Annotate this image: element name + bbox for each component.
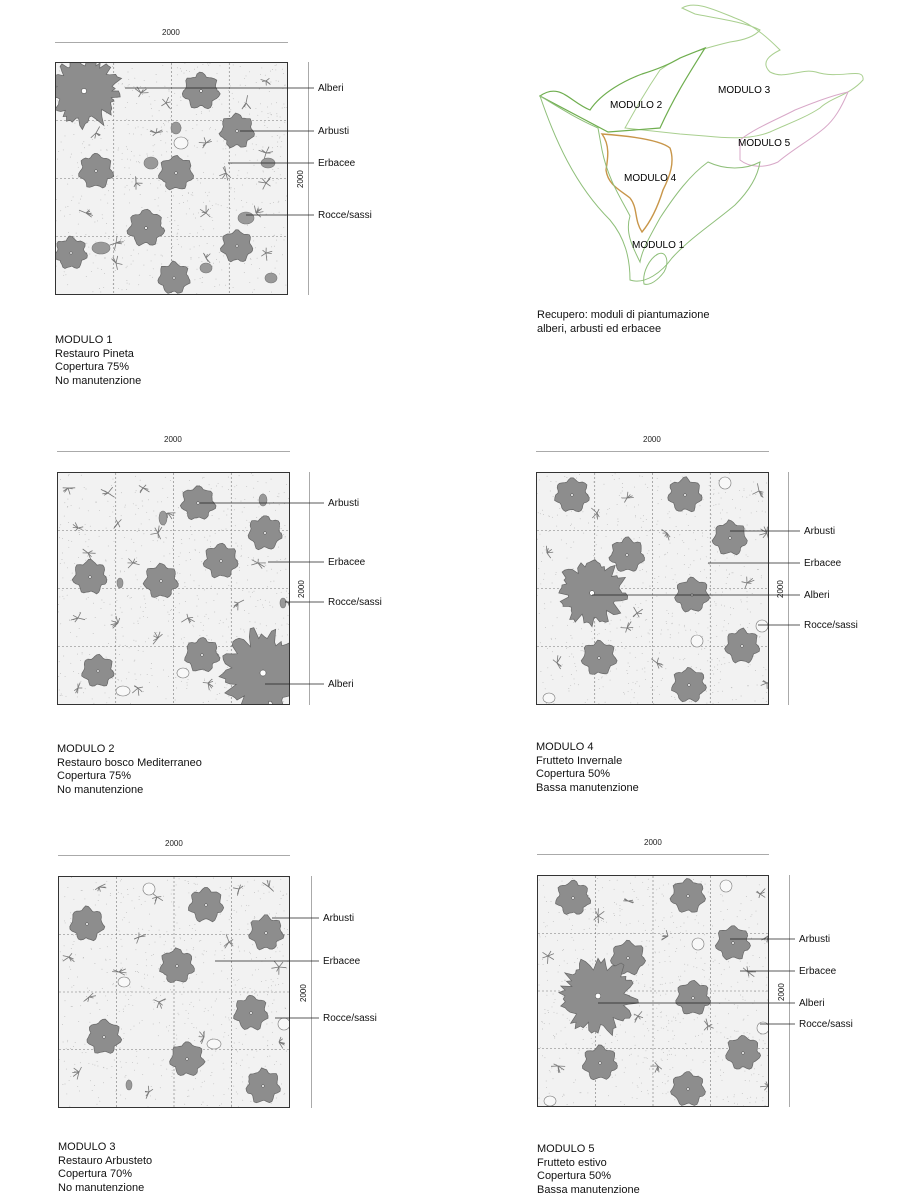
module-caption [536, 741, 639, 795]
caption-coverage: Copertura 70% [58, 1168, 132, 1180]
albero-icon-center [590, 591, 595, 596]
dimension-vertical: 2000 [776, 580, 785, 598]
caption-title: MODULO 4 [536, 741, 594, 753]
arbusto-icon-center [200, 90, 203, 93]
module-caption [537, 1143, 640, 1197]
site-map [530, 0, 880, 300]
erbacea-icon [139, 485, 150, 493]
arbusto-icon-center [598, 657, 601, 660]
erbacea-icon [181, 614, 194, 623]
rock-icon [265, 273, 277, 283]
erbacea-icon [112, 256, 123, 270]
erbacea-icon [150, 526, 162, 540]
erbacea-icon [761, 680, 768, 689]
plan-drawing [538, 876, 768, 1106]
label-arbusti: Arbusti [799, 934, 831, 945]
erbacea-icon [199, 1031, 205, 1044]
label-erbacee: Erbacee [804, 558, 842, 569]
caption-title: MODULO 2 [57, 743, 115, 755]
erbacea-icon [621, 622, 634, 633]
rock-icon [692, 938, 704, 950]
erbacea-icon [634, 1011, 643, 1022]
dimension-line-horizontal [57, 451, 290, 452]
albero-icon [219, 628, 289, 704]
label-rocce-sassi: Rocce/sassi [804, 620, 858, 631]
erbacea-icon [72, 1067, 81, 1080]
dimension-horizontal: 2000 [165, 839, 183, 848]
erbacea-icon [73, 522, 83, 531]
site-map-caption [537, 309, 709, 336]
caption-maintenance: Bassa manutenzione [536, 781, 639, 794]
erbacea-icon [546, 546, 553, 558]
erbacea-icon [114, 519, 122, 528]
arbusto-icon-center [264, 532, 267, 535]
erbacea-icon [111, 616, 120, 628]
dimension-vertical: 2000 [777, 983, 786, 1001]
albero-icon-center [260, 670, 266, 676]
caption-coverage: Copertura 75% [57, 770, 131, 782]
erbacea-icon [154, 999, 166, 1009]
plan-drawing [59, 877, 289, 1107]
rock-icon [159, 511, 167, 525]
dimension-line-horizontal [55, 42, 288, 43]
zone-label-m3: MODULO 3 [718, 85, 771, 96]
erbacea-icon [161, 97, 170, 109]
rock-icon [280, 598, 286, 608]
rock-icon [117, 578, 123, 588]
label-rocce-sassi: Rocce/sassi [328, 597, 382, 608]
module-caption [58, 1141, 152, 1195]
arbusto-icon-center [571, 494, 574, 497]
rock-icon [177, 668, 189, 678]
erbacea-icon [74, 683, 82, 694]
caption-coverage: Copertura 50% [536, 768, 610, 780]
rock-icon [207, 1039, 221, 1049]
caption-type: Restauro bosco Mediterraneo [57, 756, 202, 769]
arbusto-icon-center [173, 277, 175, 279]
rock-icon [543, 693, 555, 703]
module-caption [55, 334, 141, 388]
erbacea-icon [752, 483, 763, 497]
arbusto-icon-center [95, 170, 98, 173]
erbacea-icon [79, 210, 93, 218]
label-erbacee: Erbacee [328, 557, 366, 568]
arbusto-icon-center [205, 904, 208, 907]
rock-icon [171, 122, 181, 134]
erbacea-icon [704, 1019, 714, 1031]
erbacea-icon [761, 931, 768, 944]
arbusto-icon-center [572, 897, 575, 900]
dimension-line-horizontal [537, 854, 769, 855]
erbacea-icon [261, 248, 272, 261]
erbacea-icon [591, 508, 599, 520]
caption-maintenance: Bassa manutenzione [537, 1183, 640, 1196]
rock-icon [116, 686, 130, 696]
label-arbusti: Arbusti [318, 126, 350, 137]
arbusto-icon-center [220, 560, 223, 563]
erbacea-icon [63, 488, 75, 495]
label-alberi: Alberi [799, 998, 825, 1009]
erbacea-icon [261, 78, 271, 85]
arbusto-icon-center [97, 670, 99, 672]
rock-icon [174, 137, 188, 149]
erbacea-icon [251, 559, 265, 569]
erbacea-icon [134, 933, 146, 944]
rock-icon [691, 635, 703, 647]
arbusto-icon-center [262, 1085, 265, 1088]
erbacea-icon [271, 961, 286, 975]
label-rocce-sassi: Rocce/sassi [318, 210, 372, 221]
erbacea-icon [84, 993, 96, 1002]
erbacea-icon [150, 128, 163, 136]
arbusto-icon-center [197, 502, 200, 505]
arbusto-icon-center [691, 594, 694, 597]
zone-outline-m1 [540, 96, 760, 281]
caption-type: Frutteto Invernale [536, 754, 623, 767]
caption-title: MODULO 1 [55, 334, 113, 346]
erbacea-icon [622, 492, 634, 503]
erbacea-icon [95, 884, 106, 892]
dimension-line-vertical [789, 875, 790, 1107]
arbusto-icon-center [250, 1012, 253, 1015]
arbusto-icon-center [236, 130, 239, 133]
arbusto-icon-center [687, 895, 690, 898]
arbusto-icon-center [145, 227, 148, 230]
label-rocce-sassi: Rocce/sassi [799, 1019, 853, 1030]
planting-plan [57, 472, 290, 705]
plan-drawing [537, 473, 768, 704]
zone-outline-m1-inner [644, 253, 667, 284]
caption-maintenance: No manutenzione [55, 374, 142, 387]
erbacea-icon [135, 87, 148, 97]
arbusto-icon-center [599, 1062, 602, 1065]
rock-icon [118, 977, 130, 987]
erbacea-icon [91, 127, 101, 139]
erbacea-icon [128, 559, 140, 569]
erbacea-icon [553, 655, 561, 669]
label-erbacee: Erbacee [799, 966, 837, 977]
dimension-horizontal: 2000 [162, 28, 180, 37]
arbusto-icon-center [687, 1088, 690, 1091]
erbacea-icon [83, 549, 96, 560]
dimension-line-horizontal [536, 451, 769, 452]
module-caption [57, 743, 202, 797]
planting-plan [536, 472, 769, 705]
rock-icon [719, 477, 731, 489]
rock-icon [756, 620, 768, 632]
arbusto-icon-center [89, 576, 92, 579]
zone-outline-m5 [740, 92, 848, 166]
erbacea-icon [759, 527, 768, 540]
erbacea-icon [258, 177, 270, 189]
caption-title: MODULO 3 [58, 1141, 116, 1153]
erbacea-icon [152, 893, 163, 904]
dimension-line-vertical [788, 472, 789, 705]
arbusto-icon-center [160, 580, 163, 583]
arbusto-icon-center [175, 172, 178, 175]
rock-icon [720, 880, 732, 892]
arbusto-icon-center [692, 997, 695, 1000]
erbacea-icon [101, 487, 115, 497]
erbacea-icon [199, 137, 212, 148]
dimension-line-horizontal [58, 855, 290, 856]
erbacea-icon [63, 953, 75, 962]
arbusto-icon-center [86, 923, 89, 926]
zone-label-m4: MODULO 4 [624, 173, 677, 184]
erbacea-icon [132, 686, 143, 696]
arbusto-icon-center [201, 654, 204, 657]
arbusto-icon-center [732, 942, 735, 945]
label-rocce-sassi: Rocce/sassi [323, 1013, 377, 1024]
erbacea-icon [662, 930, 669, 940]
dimension-line-vertical [309, 472, 310, 705]
rock-icon [143, 883, 155, 895]
erbacea-icon [153, 632, 163, 644]
erbacea-icon [71, 612, 85, 622]
arbusto-icon-center [176, 965, 179, 968]
zone-outline-m3 [625, 5, 863, 138]
erbacea-icon [551, 1064, 565, 1073]
arbusto-icon-center [627, 957, 630, 960]
erbacea-icon [650, 1062, 661, 1072]
caption-maintenance: No manutenzione [57, 783, 144, 796]
erbacea-icon [145, 1086, 153, 1099]
caption-type: Restauro Pineta [55, 347, 134, 360]
arbusto-icon-center [742, 1052, 745, 1055]
arbusto-icon-center [688, 684, 691, 687]
caption-maintenance: No manutenzione [58, 1181, 145, 1194]
rock-icon [126, 1080, 132, 1090]
caption-type: Frutteto estivo [537, 1156, 607, 1169]
dimension-vertical: 2000 [297, 580, 306, 598]
plan-drawing [58, 473, 289, 704]
label-arbusti: Arbusti [328, 498, 360, 509]
rock-icon [278, 1018, 289, 1030]
caption-type: Restauro Arbusteto [58, 1154, 153, 1167]
erbacea-icon [233, 885, 243, 896]
zone-label-m5: MODULO 5 [738, 138, 791, 149]
caption-coverage: Copertura 75% [55, 361, 129, 373]
rock-icon [92, 242, 110, 254]
dimension-horizontal: 2000 [644, 838, 662, 847]
label-alberi: Alberi [804, 590, 830, 601]
albero-icon-center [595, 993, 600, 998]
erbacea-icon [756, 889, 765, 899]
rock-icon [544, 1096, 556, 1106]
rock-icon [238, 212, 254, 224]
dimension-line-vertical [311, 876, 312, 1108]
rock-icon [757, 1022, 768, 1034]
albero-icon [56, 63, 122, 129]
zone-outline-m2 [540, 48, 705, 132]
erbacea-icon [633, 607, 643, 617]
label-arbusti: Arbusti [323, 913, 355, 924]
arbusto-icon-center [186, 1058, 189, 1061]
planting-plan [537, 875, 769, 1107]
erbacea-icon [542, 951, 554, 964]
arbusto-icon-center [236, 245, 238, 247]
dimension-horizontal: 2000 [164, 435, 182, 444]
label-alberi: Alberi [328, 679, 354, 690]
rock-icon [261, 158, 275, 168]
label-arbusti: Arbusti [804, 526, 836, 537]
erbacea-icon [623, 899, 634, 904]
erbacea-icon [242, 95, 251, 109]
erbacea-icon [203, 253, 210, 263]
dimension-horizontal: 2000 [643, 435, 661, 444]
erbacea-icon [279, 1037, 285, 1049]
erbacea-icon [254, 206, 263, 218]
arbusto-icon-center [265, 932, 268, 935]
dimension-line-vertical [308, 62, 309, 295]
dimension-vertical: 2000 [299, 984, 308, 1002]
site-map-caption-line-1: Recupero: moduli di piantumazione [537, 309, 710, 321]
erbacea-icon [760, 1082, 768, 1092]
arbusto-icon-center [741, 645, 744, 648]
planting-plan [58, 876, 290, 1108]
erbacea-icon [743, 966, 756, 976]
caption-title: MODULO 5 [537, 1143, 595, 1155]
caption-coverage: Copertura 50% [537, 1170, 611, 1182]
site-map-caption-line-2: alberi, arbusti ed erbacee [537, 322, 662, 335]
label-erbacee: Erbacee [318, 158, 356, 169]
plan-drawing [56, 63, 287, 294]
label-erbacee: Erbacee [323, 956, 361, 967]
arbusto-icon-center [103, 1036, 106, 1039]
erbacea-icon [200, 205, 210, 217]
erbacea-icon [742, 577, 755, 589]
label-alberi: Alberi [318, 83, 344, 94]
erbacea-icon [651, 658, 663, 669]
zone-label-m2: MODULO 2 [610, 100, 663, 111]
planting-plan [55, 62, 288, 295]
erbacea-icon [662, 529, 671, 540]
arbusto-icon-center [684, 494, 687, 497]
erbacea-icon [112, 969, 126, 975]
arbusto-icon-center [70, 252, 72, 254]
arbusto-icon-center [729, 537, 732, 540]
erbacea-icon [262, 880, 273, 891]
albero-icon-center [81, 88, 86, 93]
rock-icon [200, 263, 212, 273]
arbusto-icon-center [626, 554, 629, 557]
zone-label-m1: MODULO 1 [632, 240, 685, 251]
rock-icon [144, 157, 158, 169]
dimension-vertical: 2000 [296, 170, 305, 188]
rock-icon [259, 494, 267, 506]
